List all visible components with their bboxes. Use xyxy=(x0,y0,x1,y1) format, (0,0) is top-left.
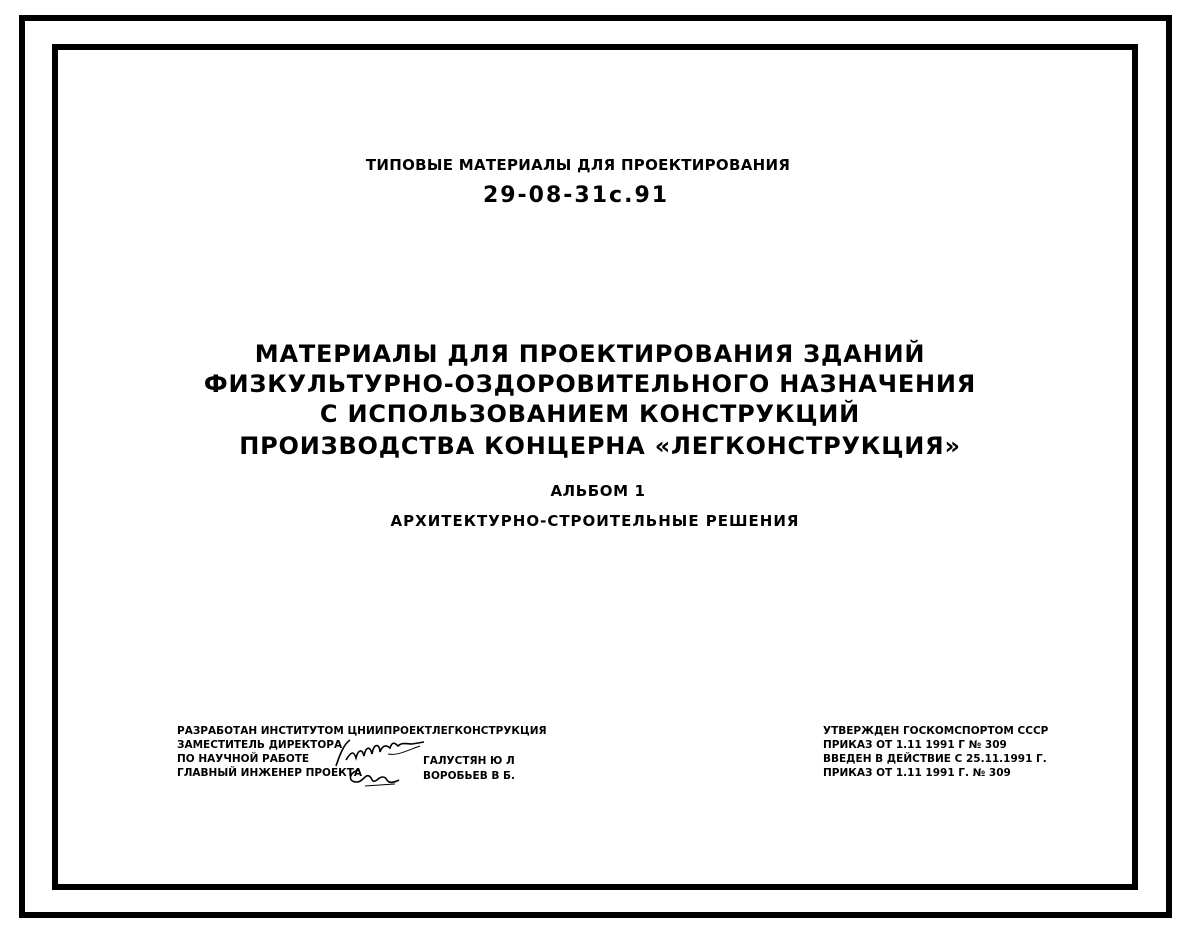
developer-line-4: ГЛАВНЫЙ ИНЖЕНЕР ПРОЕКТА xyxy=(177,767,363,779)
approval-line-2: ПРИКАЗ ОТ 1.11 1991 Г № 309 xyxy=(823,739,1007,751)
album-subtitle-text: АРХИТЕКТУРНО-СТРОИТЕЛЬНЫЕ РЕШЕНИЯ xyxy=(390,512,800,530)
approval-line-1: УТВЕРЖДЕН ГОСКОМСПОРТОМ СССР xyxy=(823,725,1049,737)
title-line-1-text: МАТЕРИАЛЫ ДЛЯ ПРОЕКТИРОВАНИЯ ЗДАНИЙ xyxy=(254,340,926,368)
developer-names xyxy=(423,754,515,784)
approval-line-3: ВВЕДЕН В ДЕЙСТВИЕ С 25.11.1991 Г. xyxy=(823,753,1047,765)
series-label-text: ТИПОВЫЕ МАТЕРИАЛЫ ДЛЯ ПРОЕКТИРОВАНИЯ xyxy=(365,156,791,174)
title-line-3-text: С ИСПОЛЬЗОВАНИЕМ КОНСТРУКЦИЙ xyxy=(319,400,861,428)
signature-chief-engineer xyxy=(345,764,405,788)
approval-block xyxy=(823,724,1048,780)
title-line-2-text: ФИЗКУЛЬТУРНО-ОЗДОРОВИТЕЛЬНОГО НАЗНАЧЕНИЯ xyxy=(203,370,977,398)
album-label-text: АЛЬБОМ 1 xyxy=(550,482,646,500)
developer-line-1: РАЗРАБОТАН ИНСТИТУТОМ ЦНИИПРОЕКТЛЕГКОНСТРУКЦИЯ xyxy=(177,725,547,737)
name-chief-engineer: ВОРОБЬЕВ В Б. xyxy=(423,770,516,782)
developer-line-2: ЗАМЕСТИТЕЛЬ ДИРЕКТОРА xyxy=(177,739,343,751)
approval-line-4: ПРИКАЗ ОТ 1.11 1991 Г. № 309 xyxy=(823,767,1011,779)
series-number-text: 29-08-31с.91 xyxy=(482,183,670,208)
name-director: ГАЛУСТЯН Ю Л xyxy=(423,755,515,767)
title-line-4-text: ПРОИЗВОДСТВА КОНЦЕРНА «ЛЕГКОНСТРУКЦИЯ» xyxy=(239,432,961,460)
developer-line-3: ПО НАУЧНОЙ РАБОТЕ xyxy=(177,753,310,765)
